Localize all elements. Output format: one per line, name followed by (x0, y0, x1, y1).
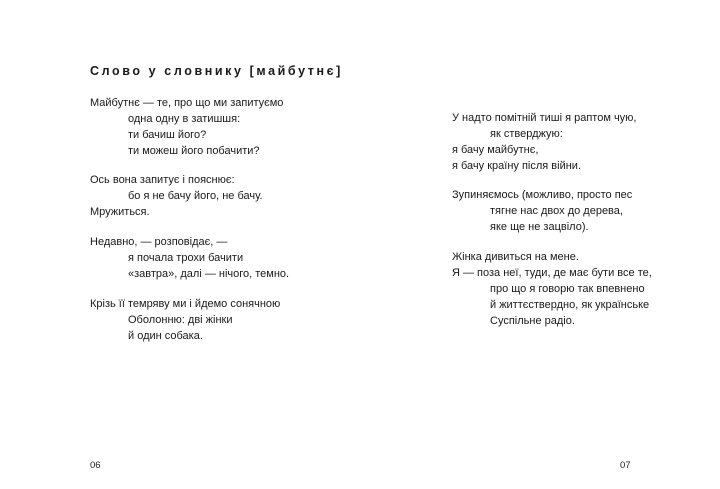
poem-line: ти можеш його побачити? (128, 145, 260, 157)
stanza-4 (90, 296, 280, 344)
poem-line: я почала трохи бачити (128, 252, 244, 264)
poem-line: я бачу країну після війни. (452, 160, 581, 172)
poem-line: тягне нас двох до дерева, (490, 205, 623, 217)
poem-line: Я — поза неї, туди, де має бути все те, (452, 267, 652, 279)
page-number: 07 (620, 460, 631, 471)
poem-line: яке ще не зацвіло). (490, 221, 589, 233)
poem-line: я бачу майбутнє, (452, 144, 539, 156)
poem-line: Майбутнє — те, про що ми запитуємо (90, 97, 284, 109)
right-page (360, 0, 720, 489)
poem-line: як стверджую: (490, 128, 563, 140)
poem-title: Слово у словнику [майбутнє] (90, 64, 343, 78)
page-number: 06 (90, 460, 101, 471)
stanza-1 (90, 95, 283, 159)
poem-line: Крізь її темряву ми і йдемо сонячною (90, 298, 281, 310)
stanza-2 (452, 187, 632, 235)
stanza-3 (452, 249, 652, 329)
poem-line: бо я не бачу його, не бачу. (128, 190, 263, 202)
poem-line: У надто помітній тиші я раптом чую, (452, 112, 637, 124)
poem-line: Мружиться. (90, 206, 150, 218)
poem-line: про що я говорю так впевнено (490, 283, 645, 295)
stanza-3 (90, 234, 289, 282)
poem-line: Суспільне радіо. (490, 315, 575, 327)
stanza-1 (452, 110, 636, 174)
poem-line: Зупиняємось (можливо, просто пес (452, 189, 633, 201)
poem-line: й життєствердно, як українське (490, 299, 650, 311)
poem-line: одна одну в затишшя: (128, 113, 241, 125)
poem-line: ти бачиш його? (128, 129, 207, 141)
poem-line: «завтра», далі — нічого, темно. (128, 268, 290, 280)
poem-line: Оболонню: дві жінки (128, 314, 233, 326)
stanza-2 (90, 172, 263, 220)
poem-line: Жінка дивиться на мене. (452, 251, 579, 263)
poem-line: Недавно, — розповідає, — (90, 236, 228, 248)
poem-line: й один собака. (128, 330, 203, 342)
poem-line: Ось вона запитує і пояснює: (90, 174, 235, 186)
